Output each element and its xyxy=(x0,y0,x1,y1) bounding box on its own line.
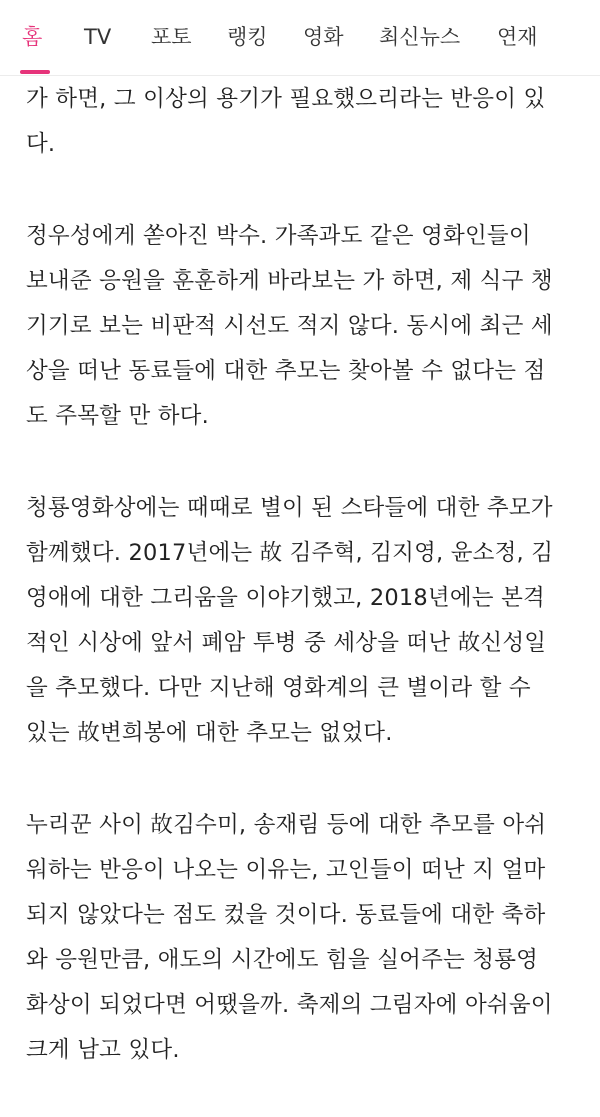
tab-photo[interactable]: 포토 xyxy=(151,25,192,49)
paragraph-line: 도 주목할 만 하다. xyxy=(26,403,209,429)
tab-latest-news[interactable]: 최신뉴스 xyxy=(379,25,461,49)
paragraph-line: 가 하면, 그 이상의 용기가 필요했으리라는 반응이 있 xyxy=(26,86,546,112)
tab-ranking[interactable]: 랭킹 xyxy=(227,25,268,49)
paragraph-line: 적인 시상에 앞서 폐암 투병 중 세상을 떠난 故신성일 xyxy=(26,630,547,656)
paragraph-line: 영애에 대한 그리움을 이야기했고, 2018년에는 본격 xyxy=(26,585,545,611)
tab-home[interactable]: 홈 xyxy=(22,25,43,49)
paragraph-line: 함께했다. 2017년에는 故 김주혁, 김지영, 윤소정, 김 xyxy=(26,540,554,566)
paragraph-line: 있는 故변희봉에 대한 추모는 없었다. xyxy=(26,720,393,746)
tab-tv[interactable]: TV xyxy=(84,25,112,49)
paragraph-2 xyxy=(26,214,582,439)
paragraph-gap xyxy=(26,756,582,803)
paragraph-line: 을 추모했다. 다만 지난해 영화계의 큰 별이라 할 수 xyxy=(26,675,531,701)
paragraph-line: 기기로 보는 비판적 시선도 적지 않다. 동시에 최근 세 xyxy=(26,313,553,339)
paragraph-line: 보내준 응원을 훈훈하게 바라보는 가 하면, 제 식구 챙 xyxy=(26,268,553,294)
paragraph-line: 상을 떠난 동료들에 대한 추모는 찾아볼 수 없다는 점 xyxy=(26,358,546,384)
paragraph-1 xyxy=(26,77,582,167)
paragraph-line: 청룡영화상에는 때때로 별이 된 스타들에 대한 추모가 xyxy=(26,495,553,521)
paragraph-line: 다. xyxy=(26,131,56,157)
paragraph-line: 누리꾼 사이 故김수미, 송재림 등에 대한 추모를 아쉬 xyxy=(26,812,547,838)
paragraph-line: 화상이 되었다면 어땠을까. 축제의 그림자에 아쉬움이 xyxy=(26,992,553,1018)
tab-series[interactable]: 연재 xyxy=(497,25,538,49)
paragraph-line: 워하는 반응이 나오는 이유는, 고인들이 떠난 지 얼마 xyxy=(26,857,546,883)
tab-movie[interactable]: 영화 xyxy=(303,25,344,49)
paragraph-line: 크게 남고 있다. xyxy=(26,1037,180,1063)
article-body xyxy=(26,77,582,1073)
paragraph-3 xyxy=(26,486,582,756)
paragraph-line: 되지 않았다는 점도 컸을 것이다. 동료들에 대한 축하 xyxy=(26,902,546,928)
paragraph-line: 와 응원만큼, 애도의 시간에도 힘을 실어주는 청룡영 xyxy=(26,947,539,973)
paragraph-gap xyxy=(26,167,582,214)
top-nav xyxy=(0,0,600,76)
paragraph-gap xyxy=(26,439,582,486)
paragraph-4 xyxy=(26,803,582,1073)
active-tab-indicator xyxy=(20,70,50,74)
paragraph-line: 정우성에게 쏟아진 박수. 가족과도 같은 영화인들이 xyxy=(26,223,531,249)
